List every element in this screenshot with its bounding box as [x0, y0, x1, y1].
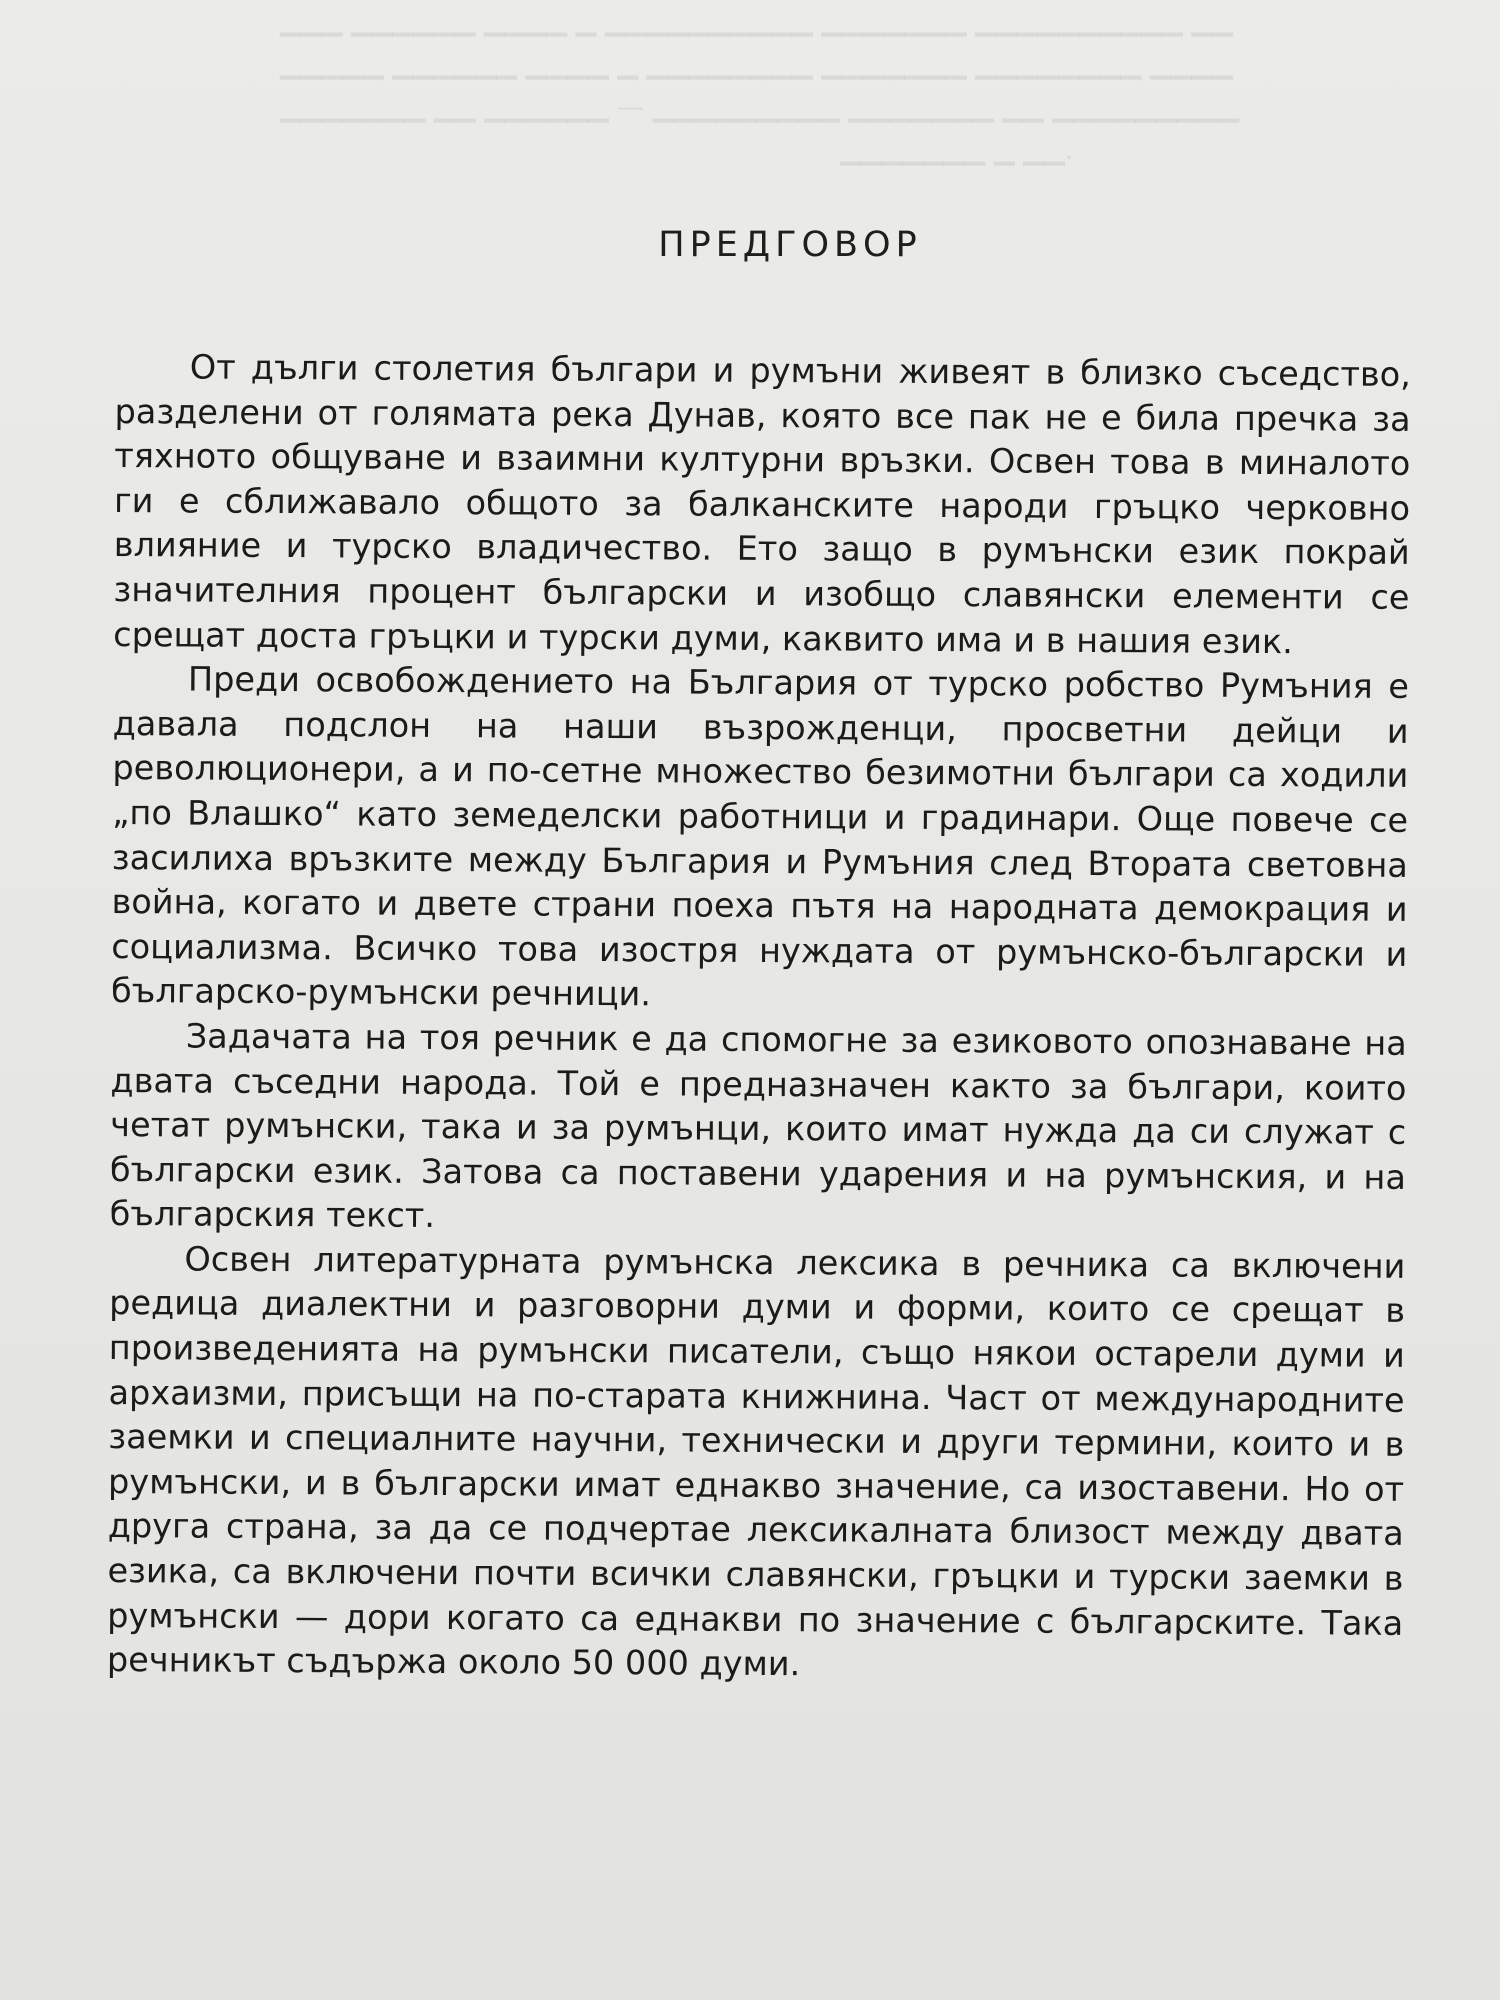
bleed-through-texture: ▁▁▁ ▁▁▁▁▁▁ ▁▁▁▁ ▁ ▁▁▁▁▁▁▁▁▁▁ ▁▁▁▁▁▁▁ ▁▁▁▁▁▁▁▁▁▁ ▁▁ ▁▁▁▁▁ ▁▁▁▁▁▁ ▁▁▁▁ ▁ ▁▁▁▁▁▁▁▁ ▁▁▁▁▁▁▁ ▁▁▁▁▁▁▁▁ ▁▁▁▁ ▁▁▁▁▁▁▁ ▁▁ ▁▁▁▁▁▁ — ▁▁▁▁▁▁▁▁▁ ▁▁▁▁▁▁▁ ▁▁ ▁▁▁▁▁▁▁▁▁ ▁▁▁▁▁▁▁ ▁ ▁▁.	[280, 6, 1240, 166]
page-title: ПРЕДГОВОР	[658, 225, 922, 265]
paragraph-4: Освен литературната румънска лексика в речника са включени редица диалектни и разговорни думи и форми, които се срещат в произведенията на румънски писатели, също някои остарели думи и архаизми, присъщи на по-старата книжнина. Част от международните заемки и специалните научни, технически и други термини, които и в румънски, и в български имат еднакво значение, са изоставени. Но от друга страна, за да се подчертае лексикалната близост между двата езика, са включени почти всички славянски, гръцки и турски заемки в румънски — дори когато са еднакви по значение с българските. Така речникът съдържа около 50 000 думи.	[106, 1239, 1406, 1684]
paragraph-2: Преди освобождението на България от турско робство Румъния е давала подслон на наши възрожденци, просветни дейци и революционери, а и по-сетне множество безимотни българи са ходили „по Влашко“ като земеделски работници и градинари. Още повече се засилиха връзките между България и Румъния след Втората световна война, когато и двете страни поеха пътя на народната демокрация и социализма. Всичко това изостря нуждата от румънско-български и българско-румънски речници.	[110, 659, 1410, 1014]
paragraph-3: Задачата на тоя речник е да спомогне за езиковото опознаване на двата съседни народа. Той е предназначен както за българи, които четат румънски, така и за румънци, които имат нужда да си служат с български език. Затова са поставени ударения и на румънския, и на българския текст.	[109, 1016, 1407, 1236]
preface-body	[107, 345, 1411, 1691]
paragraph-1: От дълги столетия българи и румъни живеят в близко съседство, разделени от голямата река Дунав, която все пак не е била пречка за тяхното общуване и взаимни културни връзки. Освен това в миналото ги е сближавало общото за балканските народи гръцко черковно влияние и турско владичество. Ето защо в румънски език покрай значителния процент български и изобщо славянски елементи се срещат доста гръцки и турски думи, каквито има и в нашия език.	[113, 347, 1411, 661]
